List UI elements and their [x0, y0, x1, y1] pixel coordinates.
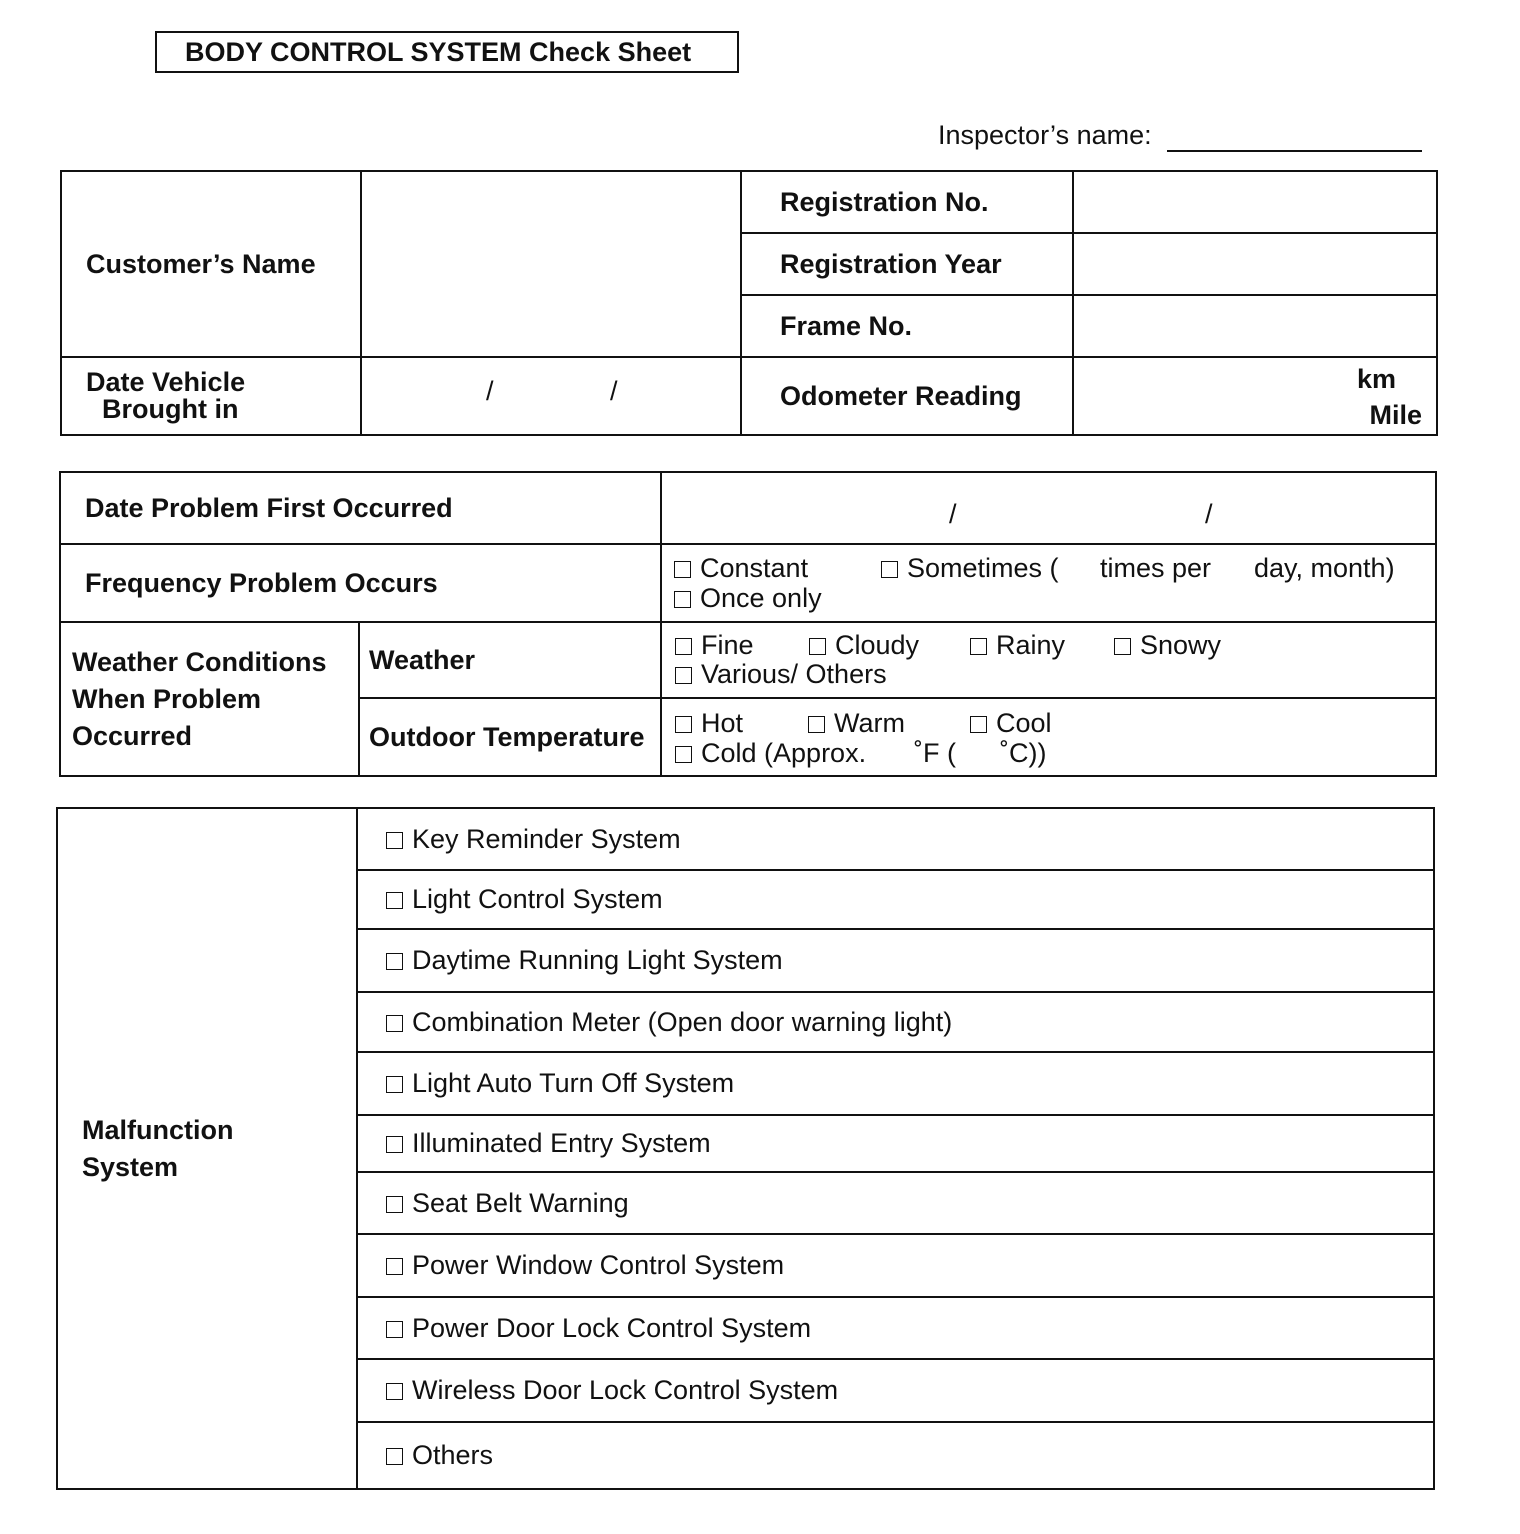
frequency-label: Frequency Problem Occurs	[60, 544, 661, 622]
temperature-cold[interactable]: Cold (Approx.	[675, 738, 866, 769]
checkbox-icon	[674, 561, 691, 578]
registration-no-field[interactable]	[1073, 171, 1437, 233]
checkbox-icon	[386, 1196, 403, 1213]
weather-various-others[interactable]: Various/ Others	[675, 659, 887, 690]
system-seat-belt-warning[interactable]: Seat Belt Warning	[357, 1172, 1434, 1234]
checkbox-icon	[675, 638, 692, 655]
registration-year-field[interactable]	[1073, 233, 1437, 295]
checkbox-icon	[386, 1015, 403, 1032]
system-light-control[interactable]: Light Control System	[357, 870, 1434, 929]
system-illuminated-entry[interactable]: Illuminated Entry System	[357, 1115, 1434, 1172]
checkbox-icon	[386, 1383, 403, 1400]
checkbox-icon	[809, 638, 826, 655]
checkbox-icon	[386, 953, 403, 970]
malfunction-table	[56, 807, 1435, 1490]
first-occurred-field[interactable]	[661, 472, 1436, 544]
checkbox-icon	[386, 892, 403, 909]
inspector-label: Inspector’s name:	[938, 120, 1152, 150]
registration-no-label: Registration No.	[741, 171, 1073, 233]
weather-label: Weather	[359, 622, 661, 698]
system-others[interactable]: Others	[357, 1422, 1434, 1489]
sheet-title: BODY CONTROL SYSTEM Check Sheet	[155, 31, 739, 73]
checkbox-icon	[386, 832, 403, 849]
vehicle-info-table	[60, 170, 1438, 436]
checkbox-icon	[386, 1448, 403, 1465]
checkbox-icon	[386, 1321, 403, 1338]
date-brought-label-line2: Brought in	[102, 394, 239, 424]
date-separator: /	[949, 499, 957, 529]
checkbox-icon	[1114, 638, 1131, 655]
frequency-day-month: day, month)	[1254, 553, 1395, 583]
checkbox-icon	[675, 716, 692, 733]
malfunction-label	[57, 808, 357, 1489]
frame-no-field[interactable]	[1073, 295, 1437, 357]
checkbox-icon	[674, 591, 691, 608]
conditions-label-line3: Occurred	[72, 720, 193, 751]
date-separator: /	[610, 376, 618, 406]
odometer-label: Odometer Reading	[741, 357, 1073, 435]
weather-rainy[interactable]: Rainy	[970, 630, 1065, 661]
system-power-window-control[interactable]: Power Window Control System	[357, 1234, 1434, 1297]
customer-name-label: Customer’s Name	[61, 171, 361, 357]
date-separator: /	[486, 376, 494, 406]
checkbox-icon	[675, 746, 692, 763]
checkbox-icon	[881, 561, 898, 578]
frequency-sometimes[interactable]: Sometimes (	[881, 553, 1059, 584]
system-wireless-door-lock-control[interactable]: Wireless Door Lock Control System	[357, 1359, 1434, 1422]
temperature-hot[interactable]: Hot	[675, 708, 743, 739]
conditions-label-line1: Weather Conditions	[72, 646, 327, 677]
checkbox-icon	[386, 1258, 403, 1275]
date-separator: /	[1205, 499, 1213, 529]
frequency-constant[interactable]: Constant	[674, 553, 808, 584]
checkbox-icon	[386, 1076, 403, 1093]
weather-cloudy[interactable]: Cloudy	[809, 630, 919, 661]
temperature-cool[interactable]: Cool	[970, 708, 1052, 739]
inspector-name-field[interactable]	[1167, 150, 1422, 152]
conditions-label-line2: When Problem	[72, 683, 262, 714]
odometer-field[interactable]	[1073, 357, 1437, 435]
unit-km: km	[1356, 364, 1396, 394]
temperature-warm[interactable]: Warm	[808, 708, 905, 739]
frequency-once-only[interactable]: Once only	[674, 583, 822, 614]
system-combination-meter[interactable]: Combination Meter (Open door warning light)	[357, 992, 1434, 1052]
customer-name-field[interactable]	[361, 171, 741, 357]
malfunction-label-line2: System	[82, 1151, 179, 1182]
conditions-label	[60, 622, 359, 776]
unit-mile: Mile	[1369, 400, 1422, 430]
system-power-door-lock-control[interactable]: Power Door Lock Control System	[357, 1297, 1434, 1359]
weather-options	[661, 622, 1436, 698]
malfunction-label-line1: Malfunction	[82, 1114, 234, 1145]
date-brought-label	[61, 357, 361, 435]
checkbox-icon	[970, 638, 987, 655]
date-brought-label-line1: Date Vehicle	[86, 367, 246, 397]
frame-no-label: Frame No.	[741, 295, 1073, 357]
system-key-reminder[interactable]: Key Reminder System	[357, 808, 1434, 870]
temperature-options	[661, 698, 1436, 776]
frequency-times-per: times per	[1100, 553, 1212, 583]
system-daytime-running-light[interactable]: Daytime Running Light System	[357, 929, 1434, 992]
system-light-auto-turn-off[interactable]: Light Auto Turn Off System	[357, 1052, 1434, 1115]
date-brought-field[interactable]	[361, 357, 741, 435]
first-occurred-label: Date Problem First Occurred	[60, 472, 661, 544]
checkbox-icon	[808, 716, 825, 733]
temperature-deg-c: ˚C))	[1000, 738, 1047, 768]
frequency-options	[661, 544, 1436, 622]
weather-fine[interactable]: Fine	[675, 630, 754, 661]
checkbox-icon	[386, 1136, 403, 1153]
checkbox-icon	[675, 667, 692, 684]
problem-info-table	[59, 471, 1437, 777]
temperature-deg-f: ˚F (	[914, 738, 956, 768]
weather-snowy[interactable]: Snowy	[1114, 630, 1221, 661]
temperature-label: Outdoor Temperature	[359, 698, 661, 776]
registration-year-label: Registration Year	[741, 233, 1073, 295]
checkbox-icon	[970, 716, 987, 733]
